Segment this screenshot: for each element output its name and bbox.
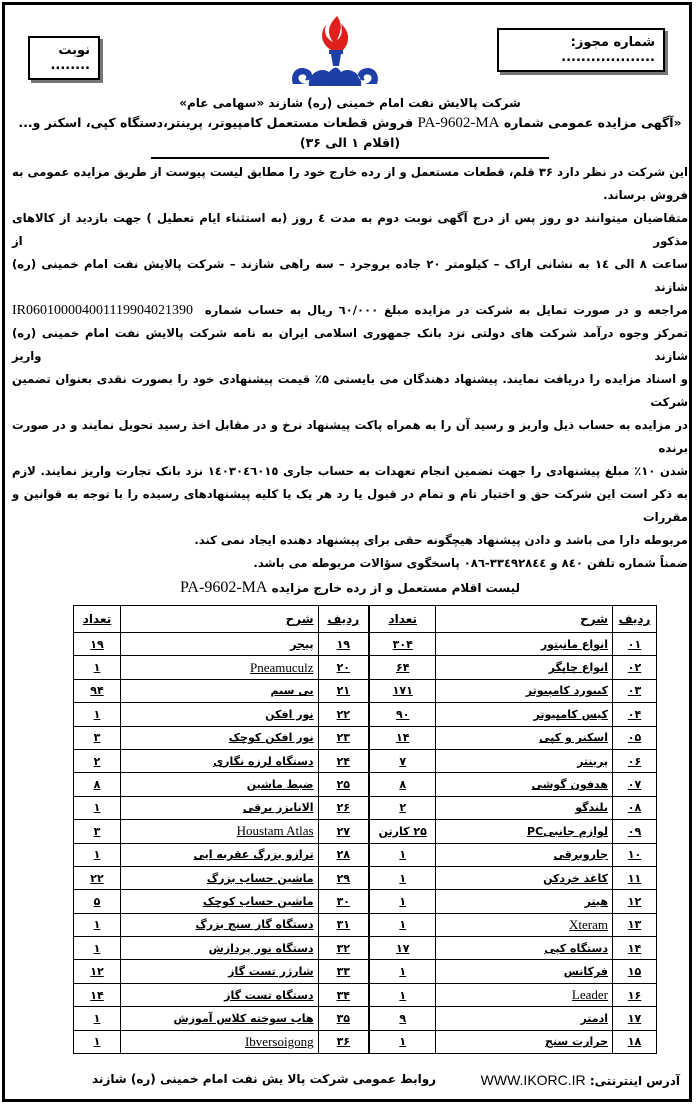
- item-quantity: ۵: [74, 890, 121, 913]
- item-description: ماشین حساب کوچک: [121, 890, 319, 913]
- col-qty-header: تعداد: [74, 606, 121, 633]
- table-row: [74, 726, 657, 749]
- item-description: فرکانس: [436, 960, 613, 983]
- item-row-number: ۰۳: [613, 679, 657, 702]
- headline-prefix: «آگهی مزایده عمومی شماره: [503, 115, 682, 130]
- body-line: به ذکر است این شرکت حق و اختیار تام و تمام در قبول یا رد هر یک یا کلیه پیشنهادهای رسیده را با توجه به قوانین و مقررات: [12, 487, 688, 524]
- item-row-number: ۳۴: [318, 983, 369, 1006]
- item-row-number: ۱۳: [613, 913, 657, 936]
- body-line: مربوطه دارا می باشد و دادن پیشنهاد هیچگونه حقی برای پیشنهاد دهنده ایجاد نمی کند.: [194, 533, 688, 547]
- body-line: این شرکت در نظر دارد ۳۶ قلم، قطعات مستعمل و از رده خارج خود را مطابق لیست پیوست از طریق مزایده عمومی به فروش برساند.: [12, 165, 688, 202]
- item-description: حرارت سنج: [436, 1030, 613, 1053]
- item-row-number: ۱۱: [613, 866, 657, 889]
- table-row: [74, 890, 657, 913]
- item-description: هاب سوخته کلاس آموزش: [121, 1007, 319, 1030]
- item-quantity: ۱: [74, 913, 121, 936]
- item-description: پرینتر: [436, 749, 613, 772]
- item-row-number: ۲۶: [318, 796, 369, 819]
- item-quantity: ۱: [369, 913, 436, 936]
- item-description: بلندگو: [436, 796, 613, 819]
- item-row-number: ۰۴: [613, 703, 657, 726]
- table-row: [74, 796, 657, 819]
- item-description: دستگاه لرزه نگاری: [121, 749, 319, 772]
- item-row-number: ۲۷: [318, 820, 369, 843]
- item-quantity: ۹۰: [369, 703, 436, 726]
- item-description: دستگاه تست گاز: [121, 983, 319, 1006]
- item-description: Xteram: [436, 913, 613, 936]
- item-description: کاغذ خردکن: [436, 866, 613, 889]
- item-row-number: ۲۴: [318, 749, 369, 772]
- table-row: [74, 749, 657, 772]
- table-row: [74, 820, 657, 843]
- item-row-number: ۰۹: [613, 820, 657, 843]
- table-row: [74, 983, 657, 1006]
- item-quantity: ۱۴: [74, 983, 121, 1006]
- item-description: انواع چاپگر: [436, 656, 613, 679]
- item-row-number: ۳۳: [318, 960, 369, 983]
- table-row: [74, 913, 657, 936]
- item-row-number: ۱۶: [613, 983, 657, 1006]
- turn-label: نوبت ........: [50, 43, 90, 73]
- item-description: کیبورد کامپیوتر: [436, 679, 613, 702]
- item-quantity: ۱: [369, 890, 436, 913]
- account-number: IR060100004001119904021390: [12, 303, 193, 318]
- website-link[interactable]: WWW.IKORC.IR: [480, 1072, 586, 1089]
- item-row-number: ۰۸: [613, 796, 657, 819]
- item-description: هیتر: [436, 890, 613, 913]
- item-row-number: ۰۶: [613, 749, 657, 772]
- item-row-number: ۰۱: [613, 633, 657, 656]
- item-description: دستگاه گاز سنج بزرگ: [121, 913, 319, 936]
- body-line: در مزایده به حساب ذیل واریز و رسید آن را به همراه پاکت پیشنهاد نرخ و در مقابل اخذ رسید تحویل نمایند و در صورت برنده: [12, 418, 688, 455]
- col-row-header: ردیف: [318, 606, 369, 633]
- item-quantity: ۲۵ کارتن: [369, 820, 436, 843]
- item-quantity: ۸: [369, 773, 436, 796]
- table-row: [74, 679, 657, 702]
- item-description: دستگاه کپی: [436, 937, 613, 960]
- item-description: Houstam Atlas: [121, 820, 319, 843]
- item-description: بی سیم: [121, 679, 319, 702]
- public-relations: روابط عمومی شرکت پالا یش نفت امام خمینی (ره) شازند: [92, 1072, 437, 1087]
- headline-code: PA-9602-MA: [417, 115, 500, 131]
- col-qty-header: تعداد: [369, 606, 436, 633]
- item-quantity: ۱: [369, 843, 436, 866]
- item-description: نور افکن کوچک: [121, 726, 319, 749]
- item-row-number: ۳۱: [318, 913, 369, 936]
- body-line: ضمناً شماره تلفن ٨٤٠ و ٣٣٤٩٢٨٤٤-٠٨٦ پاسخگوی سؤالات مربوطه می باشد.: [253, 556, 688, 570]
- item-description: هدفون گوشی: [436, 773, 613, 796]
- item-row-number: ۲۱: [318, 679, 369, 702]
- divider: [151, 157, 549, 159]
- item-quantity: ۱: [74, 1030, 121, 1053]
- list-title-text: لیست اقلام مستعمل و از رده خارج مزایده: [271, 581, 520, 595]
- table-row: [74, 703, 657, 726]
- item-row-number: ۰۲: [613, 656, 657, 679]
- item-description: پیجر: [121, 633, 319, 656]
- item-quantity: ۱۷۱: [369, 679, 436, 702]
- item-description: جاروبرقی: [436, 843, 613, 866]
- page-content: [12, 0, 688, 1108]
- item-description: ادمتر: [436, 1007, 613, 1030]
- item-quantity: ۱۹: [74, 633, 121, 656]
- item-row-number: ۳۲: [318, 937, 369, 960]
- body-line: تمرکز وجوه درآمد شرکت های دولتی نزد بانک جمهوری اسلامی ایران به نامه شرکت پالایش نفت امام خمینی (ره) شازند واریز: [12, 326, 688, 363]
- item-row-number: ۲۲: [318, 703, 369, 726]
- item-quantity: ۳۰۴: [369, 633, 436, 656]
- item-row-number: ۲۸: [318, 843, 369, 866]
- url-label: آدرس اینترنتی:: [589, 1074, 680, 1089]
- item-quantity: ۱: [369, 866, 436, 889]
- col-row-header: ردیف: [613, 606, 657, 633]
- item-quantity: ۱: [74, 843, 121, 866]
- col-desc-header: شرح: [121, 606, 319, 633]
- auction-headline: [12, 113, 688, 153]
- item-quantity: ۱: [74, 796, 121, 819]
- list-title: [12, 577, 688, 599]
- item-quantity: ۱: [369, 1030, 436, 1053]
- item-quantity: ۲: [74, 749, 121, 772]
- table-row: [74, 937, 657, 960]
- item-quantity: ۹۴: [74, 679, 121, 702]
- item-row-number: ۱۵: [613, 960, 657, 983]
- item-quantity: ۱۲: [74, 960, 121, 983]
- item-row-number: ۱۷: [613, 1007, 657, 1030]
- item-quantity: ۱: [369, 983, 436, 1006]
- item-row-number: ۱۸: [613, 1030, 657, 1053]
- item-description: شارژر تست گاز: [121, 960, 319, 983]
- item-row-number: ۱۰: [613, 843, 657, 866]
- item-quantity: ۳: [74, 820, 121, 843]
- item-description: لوازم جانبیPC: [436, 820, 613, 843]
- body-line-text: مراجعه و در صورت تمایل به شرکت در مزایده مبلغ ٦٠/٠٠٠ ریال به حساب شماره: [204, 303, 688, 317]
- item-quantity: ۶۴: [369, 656, 436, 679]
- item-description: Pneamuculz: [121, 656, 319, 679]
- table-row: [74, 1007, 657, 1030]
- item-row-number: ۱۲: [613, 890, 657, 913]
- announcement-body: [12, 161, 688, 575]
- item-quantity: ۲: [369, 796, 436, 819]
- item-quantity: ۱: [74, 703, 121, 726]
- item-quantity: ۱: [74, 1007, 121, 1030]
- items-table: [73, 605, 657, 1054]
- body-line: متقاضیان میتوانند دو روز پس از درج آگهی نوبت دوم به مدت ٤ روز (به استثناء ایام تعطیل ) جهت بازدید از کالاهای مذکور از: [12, 211, 689, 248]
- item-quantity: ۱: [74, 656, 121, 679]
- item-quantity: ۳: [74, 726, 121, 749]
- col-desc-header: شرح: [436, 606, 613, 633]
- item-row-number: ۳۶: [318, 1030, 369, 1053]
- item-row-number: ۲۵: [318, 773, 369, 796]
- table-row: [74, 773, 657, 796]
- table-row: [74, 1030, 657, 1053]
- item-description: اسکنر و کپی: [436, 726, 613, 749]
- company-name: شرکت پالایش نفت امام خمینی (ره) شازند «سهامی عام»: [179, 96, 521, 110]
- table-row: [74, 633, 657, 656]
- body-line: [12, 299, 688, 322]
- item-quantity: ۱۷: [369, 937, 436, 960]
- item-row-number: ۲۳: [318, 726, 369, 749]
- item-row-number: ۱۴: [613, 937, 657, 960]
- permit-number-label: شماره مجوز: ...................: [561, 35, 655, 65]
- table-row: [74, 843, 657, 866]
- table-header-row: [74, 606, 657, 633]
- item-quantity: ۸: [74, 773, 121, 796]
- item-description: انواع مانیتور: [436, 633, 613, 656]
- item-description: کیس کامپیوتر: [436, 703, 613, 726]
- item-description: دستگاه نور پردازش: [121, 937, 319, 960]
- item-row-number: ۳۵: [318, 1007, 369, 1030]
- item-description: Leader: [436, 983, 613, 1006]
- item-description: ترازو بزرگ عقربه ایی: [121, 843, 319, 866]
- footer-url: [481, 1072, 680, 1088]
- item-quantity: ۹: [369, 1007, 436, 1030]
- body-line: شدن ۱۰٪ مبلغ پیشنهادی را جهت تضمین انجام تعهدات به حساب جاری ١٤٠٣٠٤٦٠١٥ نزد بانک تجارت واریز نمایند. لازم: [12, 464, 688, 478]
- item-row-number: ۰۵: [613, 726, 657, 749]
- item-description: ماشین حساب بزرگ: [121, 866, 319, 889]
- body-line: ساعت ۸ الی ١٤ به نشانی اراک – کیلومتر ۲۰ جاده بروجرد – سه راهی شازند – شرکت پالایش نفت امام خمینی (ره) شازند: [12, 257, 688, 294]
- item-quantity: ۷: [369, 749, 436, 772]
- item-description: Ibversoigong: [121, 1030, 319, 1053]
- list-code: PA-9602-MA: [180, 579, 268, 596]
- table-row: [74, 656, 657, 679]
- item-row-number: ۲۹: [318, 866, 369, 889]
- item-description: نور افکن: [121, 703, 319, 726]
- headline-suffix: فروش قطعات مستعمل کامپیوتر، پرینتر،دستگاه کپی، اسکنر و... (اقلام ۱ الی ۳۶): [18, 115, 414, 150]
- table-row: [74, 866, 657, 889]
- item-description: ضبط ماشین: [121, 773, 319, 796]
- item-quantity: ۱۴: [369, 726, 436, 749]
- item-quantity: ۱: [369, 960, 436, 983]
- item-quantity: ۱: [74, 937, 121, 960]
- item-row-number: ۲۰: [318, 656, 369, 679]
- item-quantity: ۲۲: [74, 866, 121, 889]
- item-row-number: ۱۹: [318, 633, 369, 656]
- item-description: الانایزر برقی: [121, 796, 319, 819]
- item-row-number: ۳۰: [318, 890, 369, 913]
- body-line: و اسناد مزایده را دریافت نمایند. پیشنهاد دهندگان می بایستی ۵٪ قیمت پیشنهادی خود را بصورت نقدی بعنوان تضمین شرکت: [12, 372, 688, 409]
- footer: [92, 1072, 680, 1088]
- item-row-number: ۰۷: [613, 773, 657, 796]
